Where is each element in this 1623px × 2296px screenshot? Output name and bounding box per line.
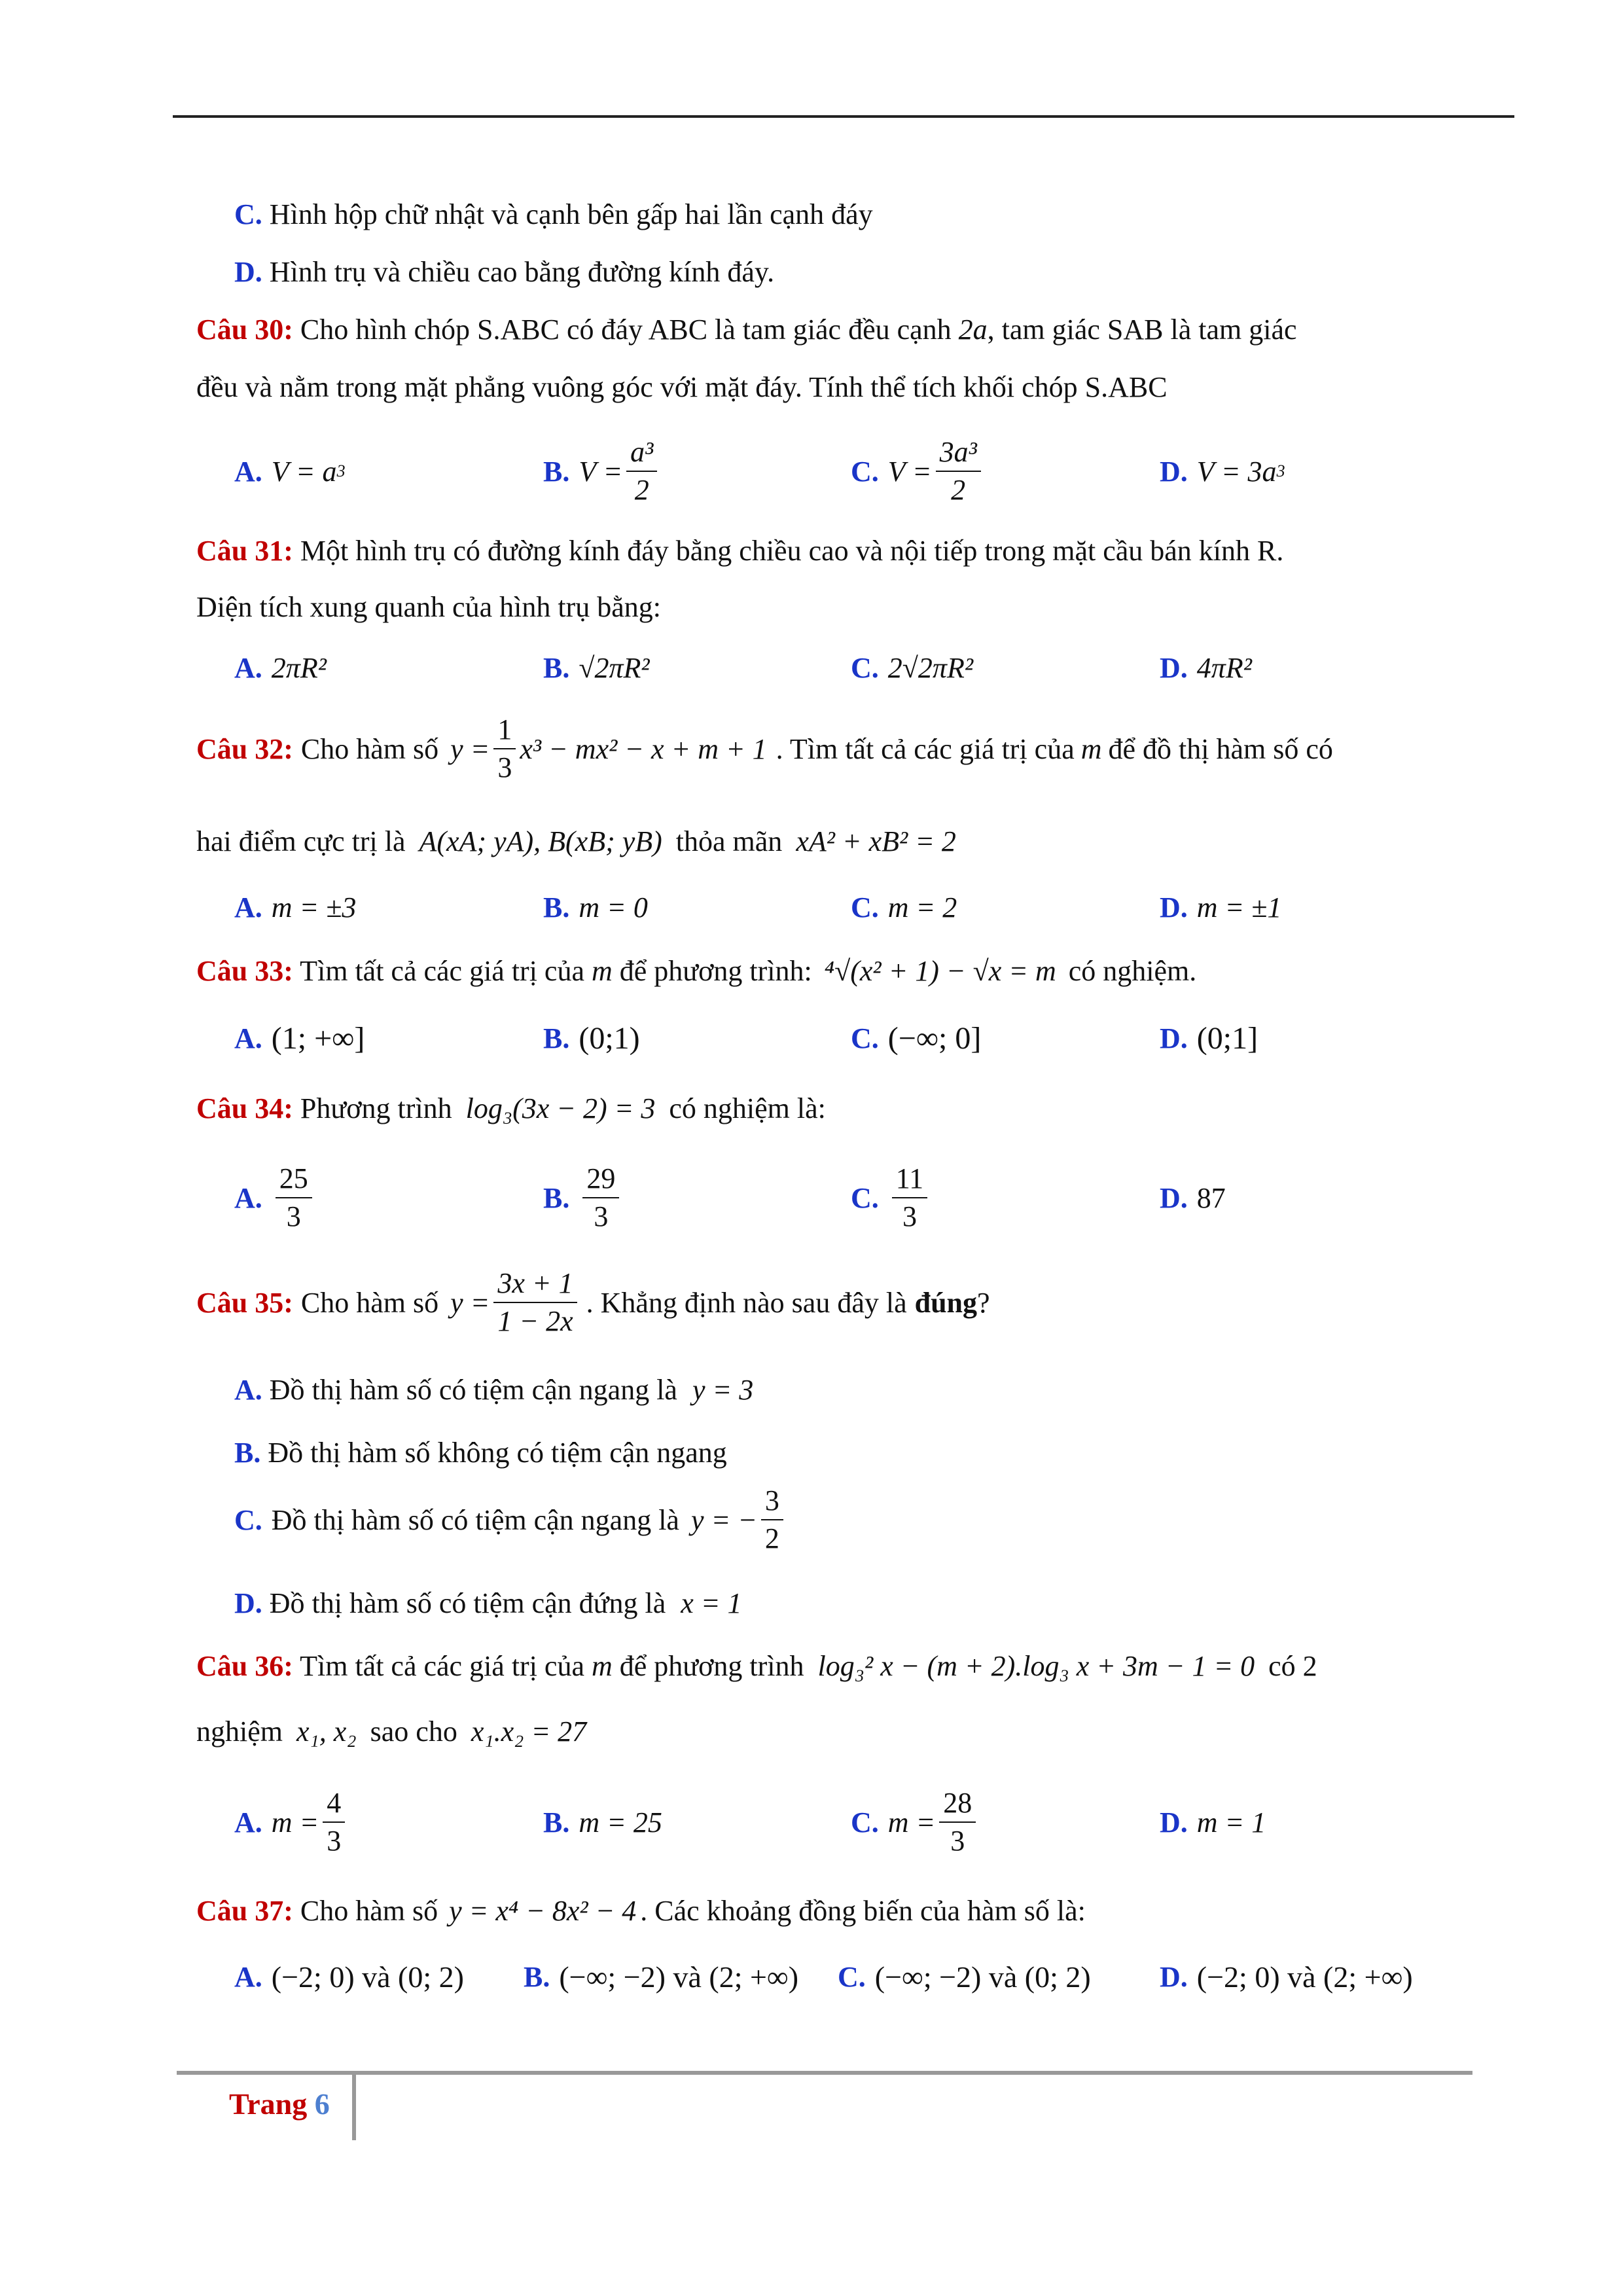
option-label: A. — [234, 651, 262, 684]
math-var: m — [1080, 732, 1102, 765]
option-label: B. — [524, 1960, 550, 1993]
question-36-line1 — [196, 1647, 1317, 1686]
numerator: 28 — [939, 1785, 976, 1823]
q33-option-c — [851, 1018, 981, 1058]
math-var: m — [592, 1650, 613, 1682]
math-expr: log₃(3x − 2) = 3 — [465, 1092, 656, 1124]
question-label: Câu 36: — [196, 1650, 293, 1682]
footer-rule — [177, 2071, 1472, 2075]
question-text: sao cho — [370, 1715, 457, 1748]
option-label: C. — [851, 891, 879, 924]
option-expr: 2√2πR² — [887, 651, 974, 684]
option-expr: m = 1 — [1196, 1806, 1266, 1839]
question-text: hai điểm cực trị là — [196, 825, 406, 857]
math-expr: y = x⁴ − 8x² − 4 — [449, 1895, 637, 1927]
question-30-line2 — [196, 368, 1168, 407]
q34-option-a — [234, 1158, 316, 1237]
option-text: Đồ thị hàm số có tiệm cận đứng là — [269, 1587, 666, 1619]
q32-option-c — [851, 888, 957, 927]
option-expr: (−∞; −2) và (0; 2) — [874, 1960, 1091, 1994]
numerator: 3a³ — [936, 434, 981, 472]
q30-option-c — [851, 432, 985, 511]
option-label: C. — [851, 1022, 879, 1054]
question-label: Câu 37: — [196, 1895, 293, 1927]
question-mark: ? — [977, 1286, 990, 1319]
question-text: để phương trình: — [619, 955, 812, 987]
option-label: C. — [234, 1503, 262, 1536]
question-text: đều và nằm trong mặt phẳng vuông góc với mặt đáy. Tính thể tích khối chóp S.ABC — [196, 371, 1168, 403]
option-label: B. — [543, 651, 570, 684]
option-expr: (−2; 0) và (0; 2) — [271, 1960, 464, 1994]
q35-option-d — [234, 1584, 742, 1623]
option-expr: V = a — [271, 455, 337, 488]
q36-option-c — [851, 1783, 980, 1861]
option-label: A. — [234, 1022, 262, 1054]
option-expr: (1; +∞] — [271, 1020, 365, 1056]
option-expr: m = — [887, 1806, 936, 1839]
question-31-line2 — [196, 588, 661, 627]
option-expr: m = — [271, 1806, 319, 1839]
bold-word: đúng — [914, 1286, 978, 1319]
option-expr: m = 25 — [579, 1806, 662, 1839]
fraction — [323, 1785, 345, 1859]
q35-option-b — [234, 1433, 727, 1473]
option-label: D. — [234, 1587, 262, 1619]
option-expr: 4πR² — [1196, 651, 1252, 684]
prev-option-d — [234, 253, 774, 292]
denominator: 3 — [902, 1200, 917, 1232]
fraction — [761, 1482, 783, 1557]
question-text: Tìm tất cả các giá trị của — [300, 955, 584, 987]
q31-option-c — [851, 648, 973, 687]
option-text: Hình trụ và chiều cao bằng đường kính đáy. — [269, 256, 775, 288]
numerator: 3 — [761, 1482, 783, 1520]
math-var: m — [592, 955, 613, 987]
q35-option-a — [234, 1371, 753, 1410]
option-label: A. — [234, 1960, 262, 1993]
fraction — [936, 434, 981, 509]
fraction — [493, 711, 516, 786]
question-text: Cho hàm số — [300, 1895, 438, 1927]
option-text: Đồ thị hàm số có tiệm cận ngang là — [271, 1503, 679, 1536]
question-text: để phương trình — [619, 1650, 804, 1682]
q37-option-c — [838, 1957, 1091, 1996]
question-text: . Khẳng định nào sau đây là — [586, 1286, 907, 1319]
exponent: 3 — [1276, 461, 1285, 480]
q36-option-d — [1160, 1783, 1266, 1861]
option-label: D. — [1160, 1806, 1188, 1839]
fraction — [626, 434, 657, 509]
q36-option-a — [234, 1783, 349, 1861]
question-text: nghiệm — [196, 1715, 283, 1748]
denominator: 1 − 2x — [497, 1305, 573, 1337]
question-36-line2 — [196, 1712, 586, 1751]
q30-option-b — [543, 432, 661, 511]
question-text: , tam giác SAB là tam giác — [987, 314, 1297, 346]
question-text: . Các khoảng đồng biến của hàm số là: — [640, 1895, 1086, 1927]
prev-option-c — [234, 195, 873, 234]
q33-option-a — [234, 1018, 365, 1058]
option-expr: m = 2 — [887, 891, 957, 924]
option-label: B. — [543, 1806, 570, 1839]
question-label: Câu 31: — [196, 535, 293, 567]
header-rule — [173, 115, 1514, 118]
option-label: B. — [543, 1022, 570, 1054]
option-expr: 87 — [1196, 1181, 1226, 1214]
option-label: C. — [851, 1181, 879, 1214]
denominator: 3 — [950, 1825, 965, 1857]
option-expr: (−∞; −2) và (2; +∞) — [559, 1960, 799, 1994]
q34-option-d — [1160, 1158, 1226, 1237]
option-label: B. — [543, 891, 570, 924]
q33-option-d — [1160, 1018, 1258, 1058]
numerator: 3x + 1 — [493, 1265, 577, 1303]
fraction — [276, 1160, 312, 1235]
option-label: D. — [234, 256, 262, 288]
option-expr: (−2; 0) và (2; +∞) — [1196, 1960, 1413, 1994]
option-expr: V = 3a — [1196, 455, 1277, 488]
option-expr: m = 0 — [579, 891, 648, 924]
q34-option-c — [851, 1158, 931, 1237]
numerator: 11 — [892, 1160, 927, 1198]
option-text: Hình hộp chữ nhật và cạnh bên gấp hai lần cạnh đáy — [269, 198, 873, 230]
question-text: để đồ thị hàm số có — [1108, 732, 1333, 765]
option-label: B. — [543, 1181, 570, 1214]
numerator: 25 — [276, 1160, 312, 1198]
question-text: Cho hình chóp S.ABC có đáy ABC là tam giác đều cạnh — [300, 314, 952, 346]
question-35-line1 — [196, 1263, 990, 1342]
option-label: D. — [1160, 891, 1188, 924]
option-label: D. — [1160, 1022, 1188, 1054]
q37-option-b — [524, 1957, 798, 1996]
question-33-line1 — [196, 952, 1196, 991]
option-expr: √2πR² — [579, 651, 650, 684]
option-label: C. — [234, 198, 262, 230]
q33-option-b — [543, 1018, 640, 1058]
q30-option-d — [1160, 432, 1285, 511]
question-text: có nghiệm là: — [669, 1092, 826, 1124]
option-label: D. — [1160, 455, 1188, 488]
q37-option-a — [234, 1957, 464, 1996]
question-text: thỏa mãn — [675, 825, 783, 857]
question-31-line1 — [196, 531, 1283, 571]
page-label: Trang — [229, 2087, 308, 2121]
option-label: A. — [234, 1374, 262, 1406]
option-label: A. — [234, 1806, 262, 1839]
math-expr: x³ − mx² − x + m + 1 — [520, 732, 767, 765]
math-expr: x₁, x₂ — [296, 1715, 357, 1748]
option-label: D. — [1160, 651, 1188, 684]
math-expr: log₃² x − (m + 2).log₃ x + 3m − 1 = 0 — [817, 1650, 1255, 1682]
question-label: Câu 35: — [196, 1286, 293, 1319]
math-expr: y = — [450, 1286, 490, 1319]
page-number — [229, 2087, 330, 2121]
question-text: Phương trình — [300, 1092, 452, 1124]
denominator: 3 — [594, 1200, 609, 1232]
math-expr: xA² + xB² = 2 — [796, 825, 956, 857]
denominator: 3 — [286, 1200, 301, 1232]
question-37-line1 — [196, 1892, 1086, 1931]
option-label: B. — [543, 455, 570, 488]
q32-option-d — [1160, 888, 1281, 927]
option-expr: m = ±1 — [1196, 891, 1282, 924]
option-expr: (−∞; 0] — [887, 1020, 982, 1056]
question-text: Diện tích xung quanh của hình trụ bằng: — [196, 591, 661, 623]
question-label: Câu 32: — [196, 732, 293, 765]
option-label: B. — [234, 1437, 261, 1469]
question-34-line1 — [196, 1089, 826, 1128]
option-label: C. — [851, 651, 879, 684]
fraction — [939, 1785, 976, 1859]
option-text: Đồ thị hàm số có tiệm cận ngang là — [269, 1374, 677, 1406]
question-30-line1 — [196, 310, 1297, 350]
q31-option-a — [234, 648, 327, 687]
q32-option-a — [234, 888, 356, 927]
page-value: 6 — [314, 2087, 330, 2121]
q30-option-a — [234, 432, 346, 511]
option-expr: y = 3 — [692, 1374, 754, 1406]
math-expr: y = — [450, 732, 490, 765]
math-expr: ⁴√(x² + 1) − √x = m — [824, 955, 1056, 987]
q32-option-b — [543, 888, 648, 927]
math-expr: A(xA; yA), B(xB; yB) — [419, 825, 662, 857]
denominator: 3 — [497, 751, 512, 783]
option-label: C. — [851, 1806, 879, 1839]
option-expr: V = — [887, 455, 932, 488]
denominator: 3 — [327, 1825, 342, 1857]
question-text: Tìm tất cả các giá trị của — [300, 1650, 584, 1682]
question-text: . Tìm tất cả các giá trị của — [776, 732, 1075, 765]
question-label: Câu 33: — [196, 955, 293, 987]
math-expr: x₁.x₂ = 27 — [471, 1715, 587, 1748]
option-expr: (0;1] — [1196, 1020, 1258, 1056]
option-label: C. — [838, 1960, 866, 1993]
question-text: có 2 — [1268, 1650, 1317, 1682]
question-32-line1 — [196, 709, 1333, 788]
question-text: Cho hàm số — [300, 732, 439, 765]
question-text: có nghiệm. — [1068, 955, 1197, 987]
option-expr: y = − — [690, 1503, 757, 1536]
fraction — [582, 1160, 619, 1235]
option-expr: 2πR² — [271, 651, 327, 684]
option-expr: V = — [579, 455, 623, 488]
q34-option-b — [543, 1158, 623, 1237]
q36-option-b — [543, 1783, 662, 1861]
question-label: Câu 30: — [196, 314, 293, 346]
option-expr: x = 1 — [681, 1587, 742, 1619]
question-32-line2 — [196, 822, 956, 861]
math-expr: 2a — [958, 314, 988, 346]
option-text: Đồ thị hàm số không có tiệm cận ngang — [268, 1437, 727, 1469]
q31-option-b — [543, 648, 650, 687]
q37-option-d — [1160, 1957, 1413, 1996]
footer-divider — [352, 2075, 356, 2140]
q35-option-c — [234, 1480, 787, 1559]
numerator: a³ — [626, 434, 657, 472]
option-label: A. — [234, 891, 262, 924]
q31-option-d — [1160, 648, 1252, 687]
numerator: 1 — [493, 711, 516, 749]
denominator: 2 — [951, 474, 966, 506]
option-label: D. — [1160, 1960, 1188, 1993]
numerator: 29 — [582, 1160, 619, 1198]
fraction — [892, 1160, 927, 1235]
question-text: Cho hàm số — [300, 1286, 439, 1319]
denominator: 2 — [764, 1522, 779, 1554]
option-expr: (0;1) — [579, 1020, 640, 1056]
numerator: 4 — [323, 1785, 345, 1823]
fraction — [493, 1265, 577, 1340]
denominator: 2 — [634, 474, 649, 506]
option-label: A. — [234, 455, 262, 488]
question-text: Một hình trụ có đường kính đáy bằng chiều cao và nội tiếp trong mặt cầu bán kính R. — [300, 535, 1284, 567]
question-label: Câu 34: — [196, 1092, 293, 1124]
option-label: D. — [1160, 1181, 1188, 1214]
option-expr: m = ±3 — [271, 891, 357, 924]
option-label: C. — [851, 455, 879, 488]
exponent: 3 — [336, 461, 346, 480]
option-label: A. — [234, 1181, 262, 1214]
